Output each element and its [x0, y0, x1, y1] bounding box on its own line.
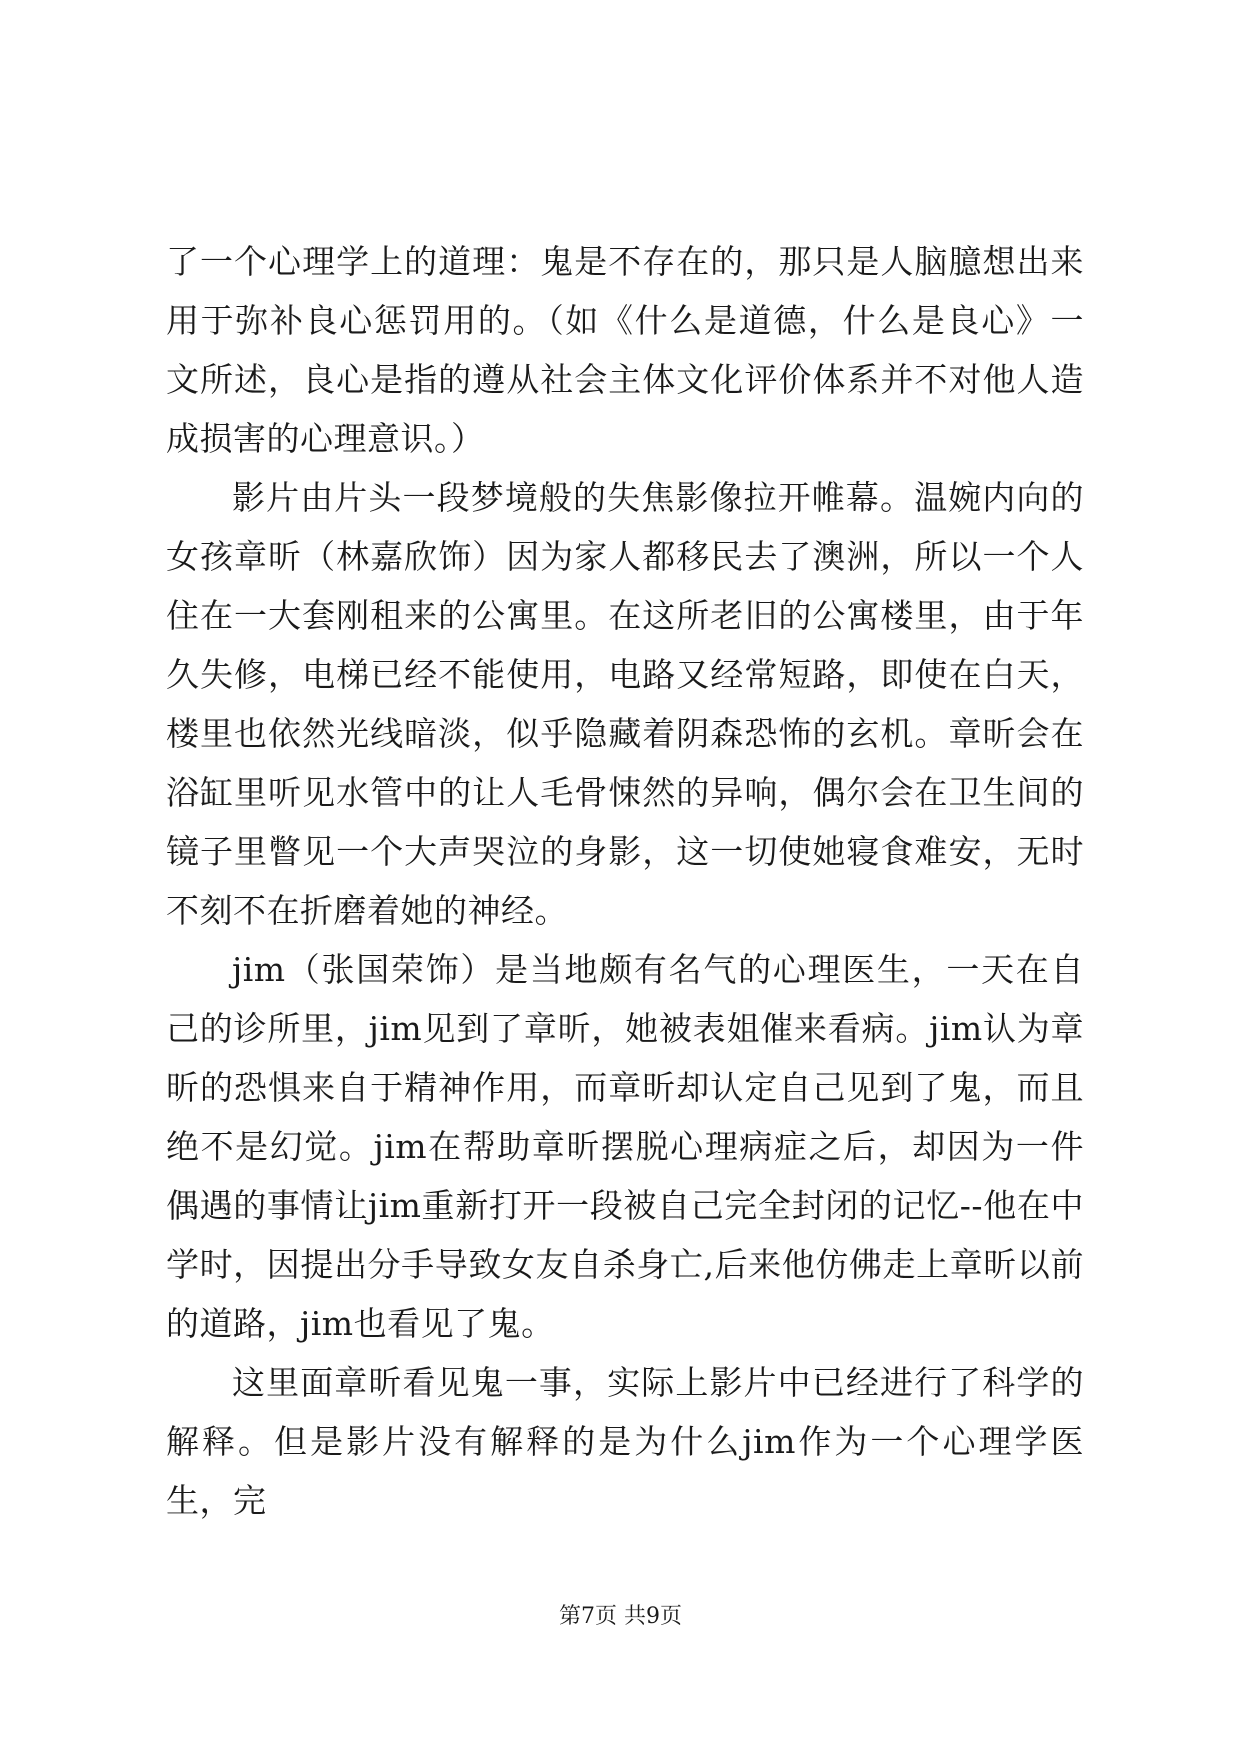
paragraph-4: 这里面章昕看见鬼一事，实际上影片中已经进行了科学的解释。但是影片没有解释的是为什么jim作为一个心理学医生，完	[166, 1363, 1084, 1520]
paragraph-2: 影片由片头一段梦境般的失焦影像拉开帷幕。温婉内向的女孩章昕（林嘉欣饰）因为家人都移民去了澳洲，所以一个人住在一大套刚租来的公寓里。在这所老旧的公寓楼里，由于年久失修，电梯已经不能使用，电路又经常短路，即使在白天，楼里也依然光线暗淡，似乎隐藏着阴森恐怖的玄机。章昕会在浴缸里听见水管中的让人毛骨悚然的异响，偶尔会在卫生间的镜子里瞥见一个大声哭泣的身影，这一切使她寝食难安，无时不刻不在折磨着她的神经。	[166, 478, 1084, 930]
page-number-footer: 第7页 共9页	[559, 1604, 682, 1629]
document-body	[166, 232, 1084, 1530]
paragraph-3: jim（张国荣饰）是当地颇有名气的心理医生，一天在自己的诊所里，jim见到了章昕，她被表姐催来看病。jim认为章昕的恐惧来自于精神作用，而章昕却认定自己见到了鬼，而且绝不是幻觉。jim在帮助章昕摆脱心理病症之后，却因为一件偶遇的事情让jim重新打开一段被自己完全封闭的记忆--他在中学时，因提出分手导致女友自杀身亡,后来他仿佛走上章昕以前的道路，jim也看见了鬼。	[166, 950, 1084, 1343]
paragraph-1: 了一个心理学上的道理：鬼是不存在的，那只是人脑臆想出来用于弥补良心惩罚用的。（如《什么是道德，什么是良心》一文所述，良心是指的遵从社会主体文化评价体系并不对他人造成损害的心理意识。）	[166, 242, 1084, 458]
